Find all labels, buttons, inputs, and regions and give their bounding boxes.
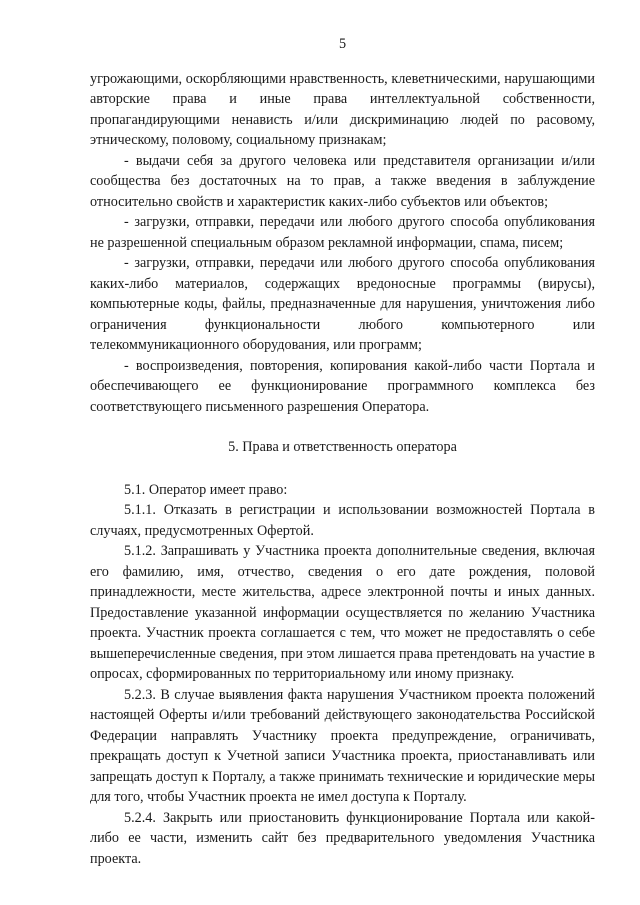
paragraph-5-1: 5.1. Оператор имеет право: <box>124 481 288 498</box>
paragraph-5-1-1: 5.1.1. Отказать в регистрации и использовании возможностей Портала в случаях, предусмотренных Офертой. <box>90 502 595 539</box>
bullet-item-impersonation: - выдачи себя за другого человека или представителя организации и/или сообщества без достаточных на то прав, а также введения в заблуждение относительно свойств и характеристик каких-либо субъектов или объектов; <box>90 152 595 210</box>
bullet-item-malware: - загрузки, отправки, передачи или любого другого способа опубликования каких-либо материалов, содержащих вредоносные программы (вирусы), компьютерные коды, файлы, предназначенные для нарушения, уничтожения либо ограничения функциональности любого компьютерного или телекоммуникационного оборудования, или программ; <box>90 255 595 353</box>
paragraph-5-1-2: 5.1.2. Запрашивать у Участника проекта дополнительные сведения, включая его фамилию, имя, отчество, сведения о его дате рождения, половой принадлежности, месте жительства, адресе электронной почты и иных данных. Предоставление указанной информации осуществляется по желанию Участника проекта. Участник проекта соглашается с тем, что может не предоставлять о себе вышеперечисленные сведения, при этом лишается права претендовать на участие в опросах, сформированных по территориальному или иному признаку. <box>90 543 595 682</box>
section-title: 5. Права и ответственность оператора <box>228 439 457 455</box>
paragraph-5-2-4: 5.2.4. Закрыть или приостановить функционирование Портала или какой-либо ее части, изменить сайт без предварительного уведомления Участника проекта. <box>90 809 595 867</box>
bullet-item-copying: - воспроизведения, повторения, копирования какой-либо части Портала и обеспечивающего ее функционирование программного комплекса без соответствующего письменного разрешения Оператора. <box>90 357 595 415</box>
continuation-paragraph: угрожающими, оскорбляющими нравственность, клеветническими, нарушающими авторские права и иные права интеллектуальной собственности, пропагандирующими ненависть и/или дискриминацию людей по расовому, этническому, половому, социальному признакам; <box>90 70 595 148</box>
document-page <box>90 34 595 869</box>
bullet-item-spam: - загрузки, отправки, передачи или любого другого способа опубликования не разрешенной специальным образом рекламной информации, спама, писем; <box>90 214 595 251</box>
paragraph-5-2-3: 5.2.3. В случае выявления факта нарушения Участником проекта положений настоящей Оферты и/или требований действующего законодательства Российской Федерации направлять Участнику проекта предупреждение, ограничивать, прекращать доступ к Учетной записи Участника проекта, приостанавливать или запрещать доступ к Порталу, а также принимать технические и юридические меры для того, чтобы Участник проекта не имел доступа к Порталу. <box>90 686 595 805</box>
page-number: 5 <box>338 36 347 52</box>
